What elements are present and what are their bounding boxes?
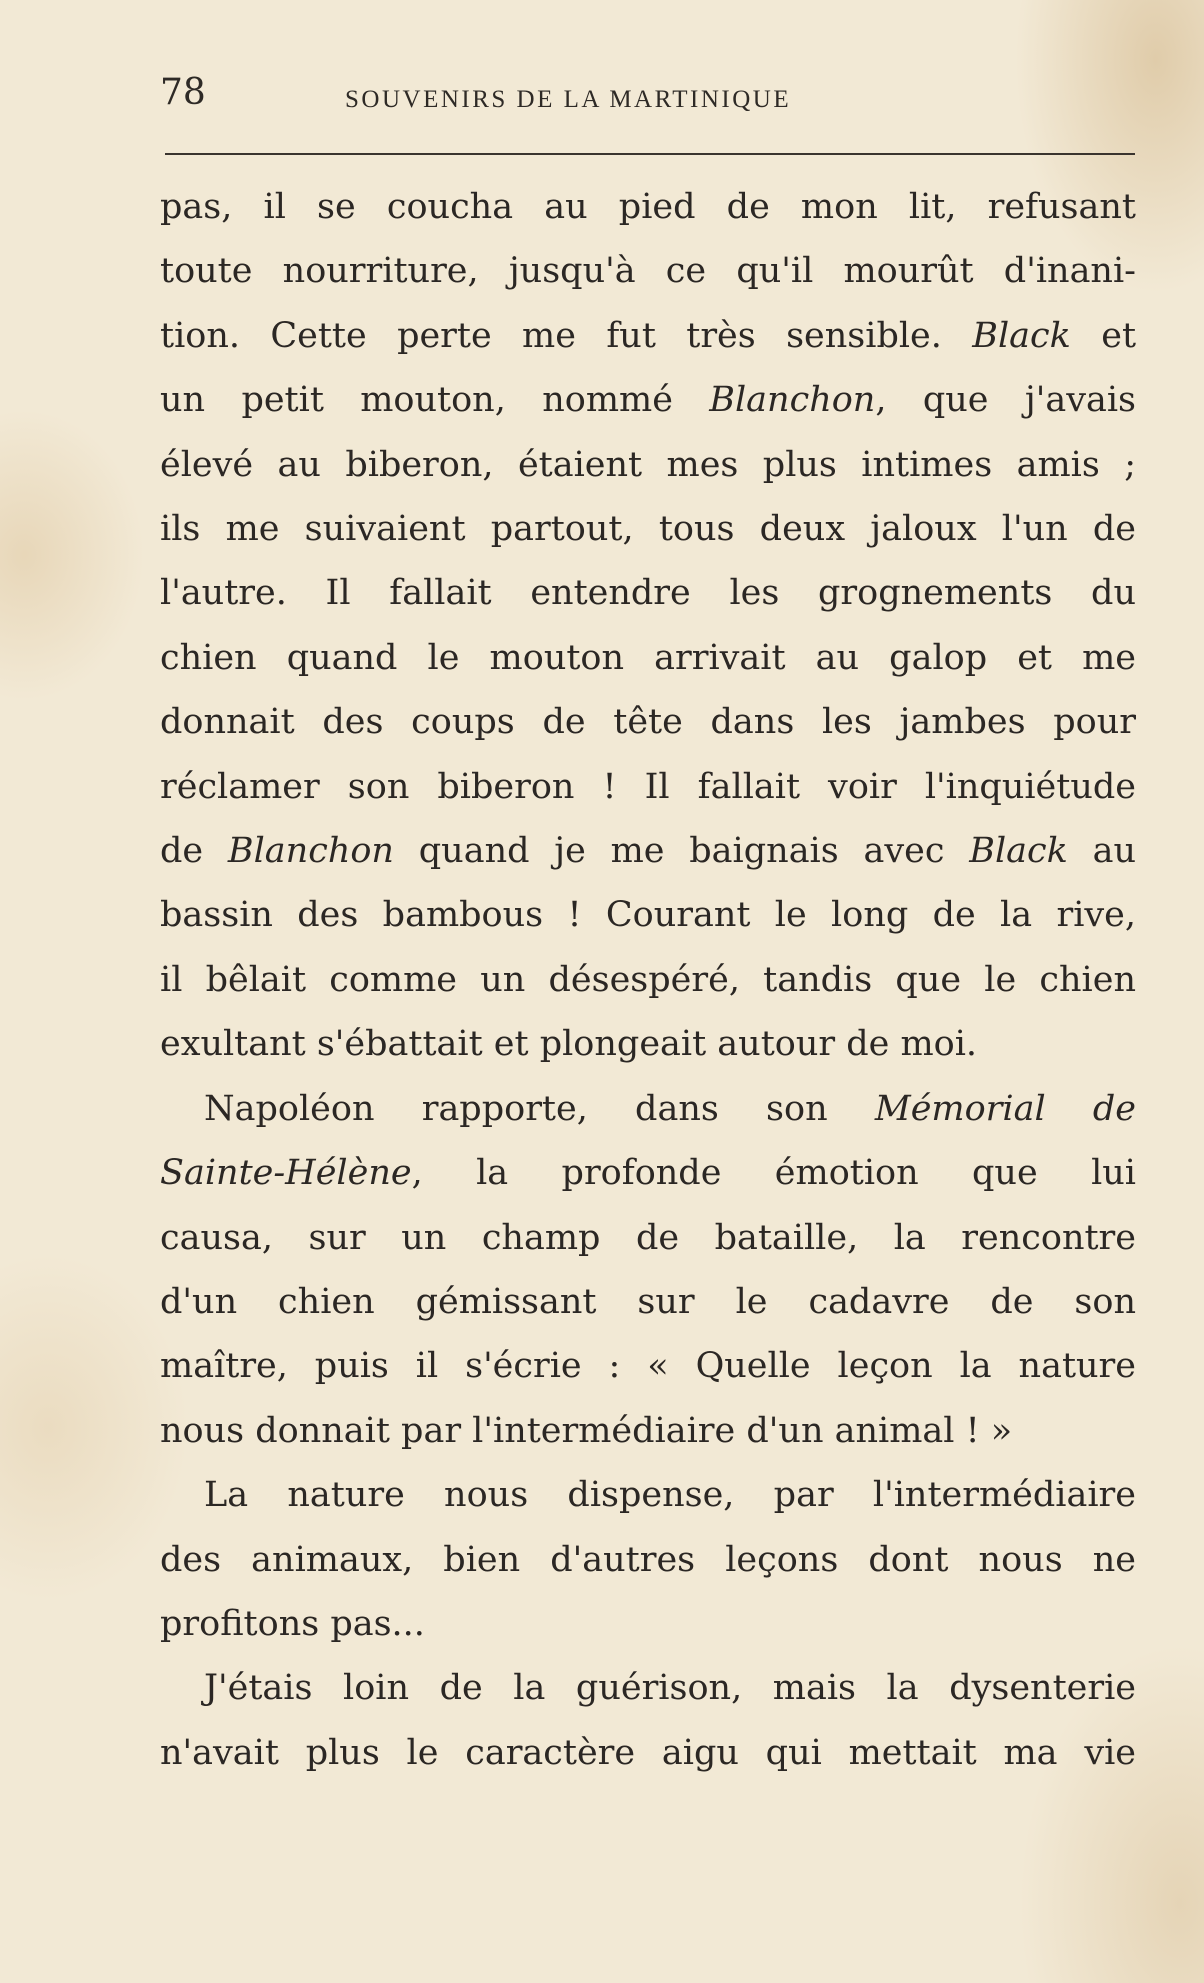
text-line: La nature nous dispense, par l'intermédiaire [204,1475,1136,1516]
text-line: de Blanchon quand je me baignais avec Black au [160,831,1136,872]
text-line: n'avait plus le caractère aigu qui mettait ma vie [160,1732,1136,1773]
text-line: d'un chien gémissant sur le cadavre de son [160,1281,1136,1322]
running-head: SOUVENIRS DE LA MARTINIQUE [345,86,792,113]
page-header [160,72,1136,132]
text-line: J'étais loin de la guérison, mais la dysenterie [204,1668,1136,1709]
text-line: profitons pas... [160,1603,425,1644]
body-text [160,175,1136,1785]
text-line: un petit mouton, nommé Blanchon, que j'avais [160,380,1136,421]
text-line: nous donnait par l'intermédiaire d'un animal ! » [160,1410,1013,1451]
text-line: toute nourriture, jusqu'à ce qu'il mourût d'inani- [160,251,1136,292]
text-line: des animaux, bien d'autres leçons dont nous ne [160,1539,1136,1580]
text-line: causa, sur un champ de bataille, la rencontre [160,1217,1136,1258]
text-line: tion. Cette perte me fut très sensible. Black et [160,315,1137,356]
header-rule [165,153,1135,155]
text-line: bassin des bambous ! Courant le long de la rive, [160,895,1136,936]
text-line: chien quand le mouton arrivait au galop et me [160,637,1136,678]
text-line: l'autre. Il fallait entendre les grognements du [160,573,1136,614]
text-line: exultant s'ébattait et plongeait autour de moi. [160,1024,978,1065]
text-line: donnait des coups de tête dans les jambes pour [160,702,1136,743]
text-line: Napoléon rapporte, dans son Mémorial de [204,1088,1136,1129]
text-line: Sainte-Hélène, la profonde émotion que lui [160,1153,1136,1194]
text-line: il bêlait comme un désespéré, tandis que le chien [160,959,1136,1000]
text-line: ils me suivaient partout, tous deux jaloux l'un de [160,509,1136,550]
text-line: élevé au biberon, étaient mes plus intimes amis ; [160,444,1136,485]
text-line: pas, il se coucha au pied de mon lit, refusant [160,187,1136,227]
text-line: maître, puis il s'écrie : « Quelle leçon la nature [160,1346,1136,1387]
page-number: 78 [160,72,206,113]
text-line: réclamer son biberon ! Il fallait voir l'inquiétude [160,766,1136,807]
